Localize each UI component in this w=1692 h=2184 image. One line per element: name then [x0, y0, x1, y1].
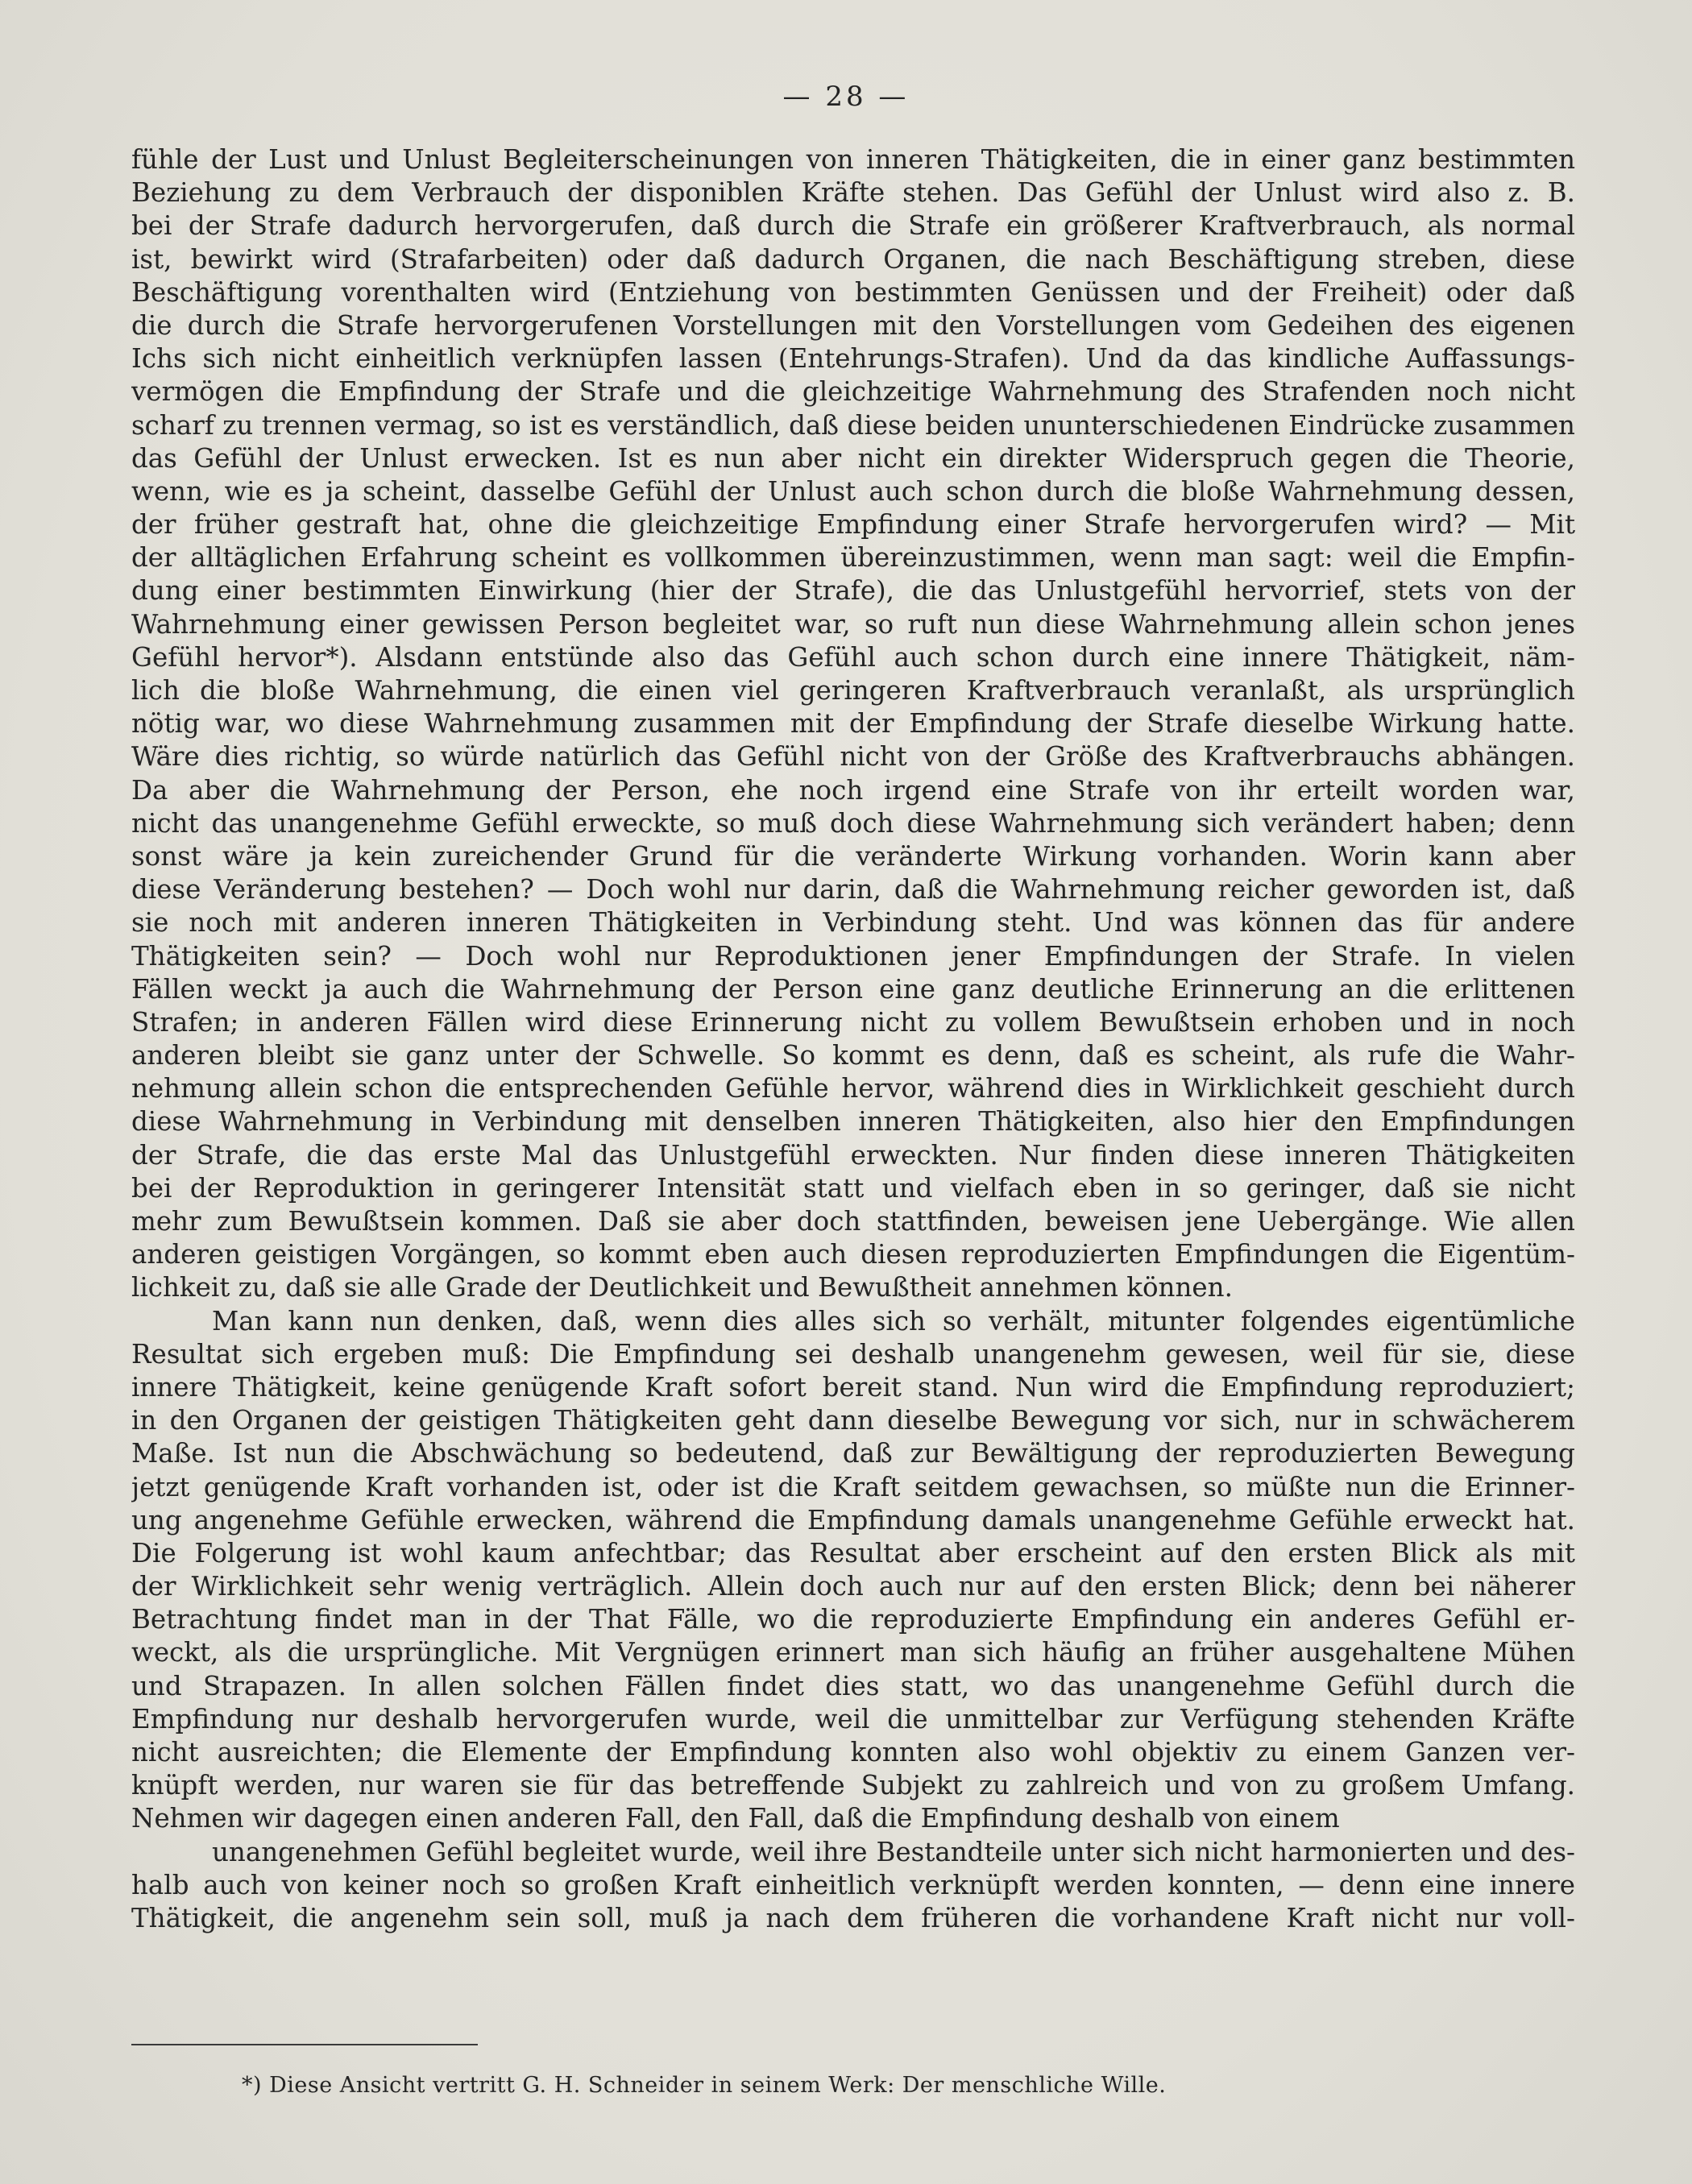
text-line: ist, bewirkt wird (Strafarbeiten) oder daß dadurch Organen, die nach Beschäftigung streben, diese — [131, 243, 1575, 275]
text-line: bei der Strafe dadurch hervorgerufen, daß durch die Strafe ein größerer Kraftverbrauch, als normal — [131, 210, 1575, 242]
text-line: jetzt genügende Kraft vorhanden ist, oder ist die Kraft seitdem gewachsen, so müßte nun die Erinner- — [131, 1471, 1575, 1502]
footnote: *) Diese Ansicht vertritt G. H. Schneider in seinem Werk: Der menschliche Wille. — [242, 2073, 1167, 2098]
text-line: unangenehmen Gefühl begleitet wurde, weil ihre Bestandteile unter sich nicht harmonierten und des- — [212, 1836, 1575, 1867]
text-line: Da aber die Wahrnehmung der Person, ehe noch irgend eine Strafe von ihr erteilt worden war, — [131, 774, 1575, 806]
text-line: Resultat sich ergeben muß: Die Empfindung sei deshalb unangenehm gewesen, weil für sie, diese — [131, 1338, 1575, 1370]
text-line: Maße. Ist nun die Abschwächung so bedeutend, daß zur Bewältigung der reproduzierten Bewegung — [131, 1438, 1575, 1469]
text-line: weckt, als die ursprüngliche. Mit Vergnügen erinnert man sich häufig an früher ausgehaltene Mühen — [131, 1637, 1575, 1668]
text-line: anderen geistigen Vorgängen, so kommt eben auch diesen reproduzierten Empfindungen die Eigentüm- — [131, 1239, 1575, 1270]
text-line: sie noch mit anderen inneren Thätigkeiten in Verbindung steht. Und was können das für andere — [131, 907, 1575, 939]
text-line: Nehmen wir dagegen einen anderen Fall, den Fall, daß die Empfindung deshalb von einem — [131, 1803, 1340, 1834]
text-line: und Strapazen. In allen solchen Fällen findet dies statt, wo das unangenehme Gefühl durch die — [131, 1670, 1575, 1701]
text-line: Die Folgerung ist wohl kaum anfechtbar; das Resultat aber erscheint auf den ersten Blick als mit — [131, 1537, 1575, 1569]
body-text — [131, 143, 1575, 1968]
text-line: vermögen die Empfindung der Strafe und die gleichzeitige Wahrnehmung des Strafenden noch nicht — [131, 376, 1575, 408]
text-line: innere Thätigkeit, keine genügende Kraft sofort bereit stand. Nun wird die Empfindung reproduziert; — [131, 1371, 1575, 1403]
text-line: Strafen; in anderen Fällen wird diese Erinnerung nicht zu vollem Bewußtsein erhoben und in noch — [131, 1006, 1575, 1038]
text-line: ung angenehme Gefühle erwecken, während die Empfindung damals unangenehme Gefühle erweckt hat. — [131, 1504, 1575, 1535]
text-line: Thätigkeiten sein? — Doch wohl nur Reproduktionen jener Empfindungen der Strafe. In vielen — [131, 940, 1575, 972]
text-line: halb auch von keiner noch so großen Kraft einheitlich verknüpft werden konnten, — denn eine innere — [131, 1869, 1575, 1900]
text-line: knüpft werden, nur waren sie für das betreffende Subjekt zu zahlreich und von zu großem Umfang. — [131, 1770, 1575, 1801]
text-line: lich die bloße Wahrnehmung, die einen viel geringeren Kraftverbrauch veranlaßt, als ursprünglich — [131, 675, 1575, 706]
text-line: fühle der Lust und Unlust Begleiterscheinungen von inneren Thätigkeiten, die in einer ganz bestimmten — [131, 144, 1575, 175]
text-line: der Wirklichkeit sehr wenig verträglich. Allein doch auch nur auf den ersten Blick; denn bei näherer — [131, 1571, 1575, 1602]
text-line: nehmung allein schon die entsprechenden Gefühle hervor, während dies in Wirklichkeit geschieht durch — [131, 1073, 1575, 1104]
text-line: in den Organen der geistigen Thätigkeiten geht dann dieselbe Bewegung vor sich, nur in schwächerem — [131, 1405, 1575, 1436]
text-line: lichkeit zu, daß sie alle Grade der Deutlichkeit und Bewußtheit annehmen können. — [131, 1272, 1233, 1303]
text-line: anderen bleibt sie ganz unter der Schwelle. So kommt es denn, daß es scheint, als rufe die Wahr- — [131, 1040, 1575, 1071]
text-line: Fällen weckt ja auch die Wahrnehmung der Person eine ganz deutliche Erinnerung an die erlittenen — [131, 973, 1575, 1005]
text-line: dung einer bestimmten Einwirkung (hier der Strafe), die das Unlustgefühl hervorrief, stets von der — [131, 575, 1575, 607]
page-number: — 28 — — [782, 81, 910, 113]
text-line: Gefühl hervor*). Alsdann entstünde also das Gefühl auch schon durch eine innere Thätigkeit, näm- — [131, 641, 1575, 673]
text-line: nicht ausreichten; die Elemente der Empfindung konnten also wohl objektiv zu einem Ganzen ver- — [131, 1737, 1575, 1768]
text-line: bei der Reproduktion in geringerer Intensität statt und vielfach eben in so geringer, daß sie nicht — [131, 1172, 1575, 1204]
text-line — [131, 1935, 1575, 1968]
text-line: Beschäftigung vorenthalten wird (Entziehung von bestimmten Genüssen und der Freiheit) oder daß — [131, 276, 1575, 308]
text-line: Beziehung zu dem Verbrauch der disponiblen Kräfte stehen. Das Gefühl der Unlust wird also z. B. — [131, 177, 1575, 209]
text-line: mehr zum Bewußtsein kommen. Daß sie aber doch stattfinden, beweisen jene Uebergänge. Wie allen — [131, 1206, 1575, 1237]
text-line: Empfindung nur deshalb hervorgerufen wurde, weil die unmittelbar zur Verfügung stehenden Kräfte — [131, 1703, 1575, 1734]
text-line: Wäre dies richtig, so würde natürlich das Gefühl nicht von der Größe des Kraftverbrauchs abhängen. — [131, 741, 1575, 773]
text-line: der Strafe, die das erste Mal das Unlustgefühl erweckten. Nur finden diese inneren Thätigkeiten — [131, 1139, 1575, 1171]
text-line: nicht das unangenehme Gefühl erweckte, so muß doch diese Wahrnehmung sich verändert haben; denn — [131, 807, 1575, 839]
text-line: Thätigkeit, die angenehm sein soll, muß ja nach dem früheren die vorhandene Kraft nicht nur voll- — [131, 1902, 1575, 1933]
text-line: der alltäglichen Erfahrung scheint es vollkommen übereinzustimmen, wenn man sagt: weil die Empfin- — [131, 542, 1575, 574]
text-line: der früher gestraft hat, ohne die gleichzeitige Empfindung einer Strafe hervorgerufen wird? — Mit — [131, 509, 1575, 541]
text-line: Man kann nun denken, daß, wenn dies alles sich so verhält, mitunter folgendes eigentümliche — [212, 1305, 1575, 1337]
text-line: nötig war, wo diese Wahrnehmung zusammen mit der Empfindung der Strafe dieselbe Wirkung hatte. — [131, 708, 1575, 740]
text-line: das Gefühl der Unlust erwecken. Ist es nun aber nicht ein direkter Widerspruch gegen die Theorie, — [131, 442, 1575, 474]
text-line: sonst wäre ja kein zureichender Grund für die veränderte Wirkung vorhanden. Worin kann aber — [131, 840, 1575, 872]
text-line: Betrachtung findet man in der That Fälle, wo die reproduzierte Empfindung ein anderes Gefühl er- — [131, 1604, 1575, 1635]
text-line: wenn, wie es ja scheint, dasselbe Gefühl der Unlust auch schon durch die bloße Wahrnehmung dessen, — [131, 475, 1575, 507]
text-line: diese Veränderung bestehen? — Doch wohl nur darin, daß die Wahrnehmung reicher geworden ist, daß — [131, 874, 1575, 906]
text-line: Wahrnehmung einer gewissen Person begleitet war, so ruft nun diese Wahrnehmung allein schon jenes — [131, 608, 1575, 640]
text-line: die durch die Strafe hervorgerufenen Vorstellungen mit den Vorstellungen vom Gedeihen des eigenen — [131, 309, 1575, 341]
text-line: scharf zu trennen vermag, so ist es verständlich, daß diese beiden ununterschiedenen Eindrücke zusammen — [131, 409, 1575, 441]
footnote-divider — [131, 2044, 478, 2045]
text-line: Ichs sich nicht einheitlich verknüpfen lassen (Entehrungs-Strafen). Und da das kindliche Auffassungs- — [131, 343, 1575, 375]
text-line: diese Wahrnehmung in Verbindung mit denselben inneren Thätigkeiten, also hier den Empfindungen — [131, 1106, 1575, 1138]
